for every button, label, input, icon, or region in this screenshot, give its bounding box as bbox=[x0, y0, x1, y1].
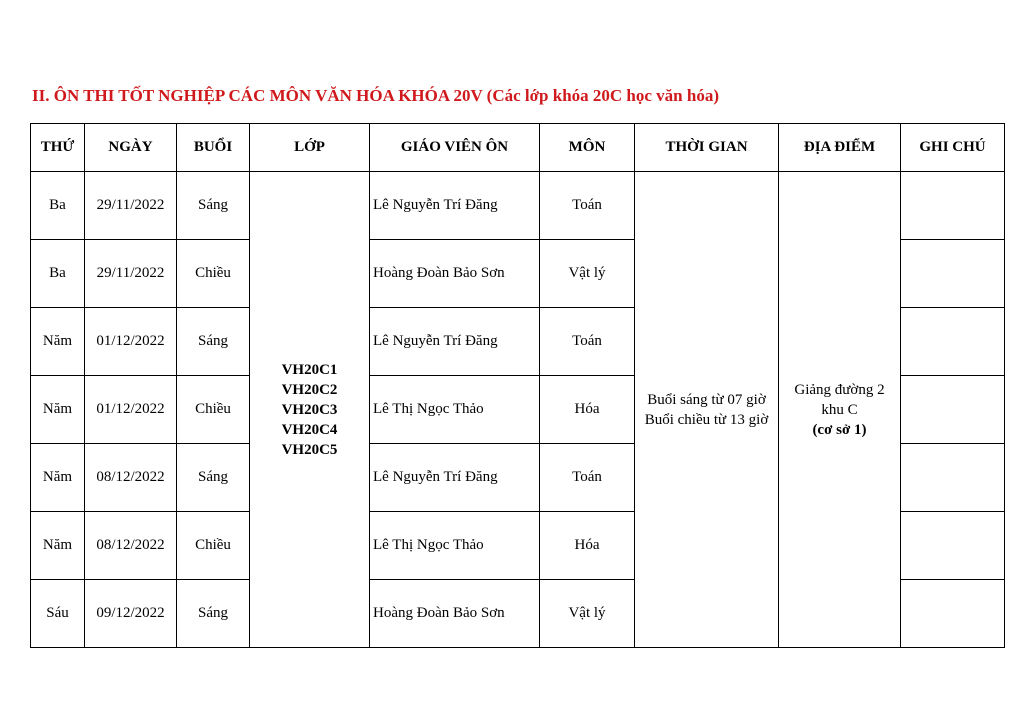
cell-thu: Ba bbox=[31, 172, 85, 240]
section-heading: II. ÔN THI TỐT NGHIỆP CÁC MÔN VĂN HÓA KHÓA 20V (Các lớp khóa 20C học văn hóa) bbox=[32, 86, 720, 105]
cell-mon: Vật lý bbox=[540, 240, 635, 308]
location-line-3: (cơ sở 1) bbox=[812, 421, 867, 438]
location-cell bbox=[779, 172, 901, 648]
cell-thu: Ba bbox=[31, 240, 85, 308]
cell-mon: Toán bbox=[540, 172, 635, 240]
cell-thu: Năm bbox=[31, 444, 85, 512]
col-header-ngay: NGÀY bbox=[85, 124, 177, 172]
class-item: VH20C3 bbox=[281, 401, 338, 418]
cell-thu: Sáu bbox=[31, 580, 85, 648]
location-line-2: khu C bbox=[821, 401, 858, 418]
cell-thu: Năm bbox=[31, 376, 85, 444]
cell-mon: Hóa bbox=[540, 512, 635, 580]
cell-ghi-chu bbox=[901, 512, 1005, 580]
class-item: VH20C1 bbox=[281, 361, 338, 378]
morning-time: Buổi sáng từ 07 giờ bbox=[647, 391, 766, 408]
cell-ngay: 01/12/2022 bbox=[85, 308, 177, 376]
cell-thu: Năm bbox=[31, 512, 85, 580]
cell-buoi: Sáng bbox=[177, 308, 250, 376]
cell-buoi: Chiều bbox=[177, 512, 250, 580]
cell-buoi: Sáng bbox=[177, 172, 250, 240]
class-item: VH20C4 bbox=[281, 421, 338, 438]
location-line-1: Giảng đường 2 bbox=[794, 381, 885, 398]
cell-ngay: 01/12/2022 bbox=[85, 376, 177, 444]
col-header-buoi: BUỔI bbox=[177, 124, 250, 172]
col-header-lop: LỚP bbox=[250, 124, 370, 172]
time-cell bbox=[635, 172, 779, 648]
afternoon-time: Buổi chiều từ 13 giờ bbox=[644, 411, 769, 428]
cell-mon: Hóa bbox=[540, 376, 635, 444]
cell-mon: Toán bbox=[540, 444, 635, 512]
cell-ngay: 08/12/2022 bbox=[85, 512, 177, 580]
header-row bbox=[31, 124, 1005, 172]
cell-buoi: Chiều bbox=[177, 376, 250, 444]
cell-buoi: Chiều bbox=[177, 240, 250, 308]
col-header-giao-vien: GIÁO VIÊN ÔN bbox=[370, 124, 540, 172]
schedule-table bbox=[30, 123, 1005, 648]
cell-buoi: Sáng bbox=[177, 444, 250, 512]
cell-mon: Vật lý bbox=[540, 580, 635, 648]
cell-ghi-chu bbox=[901, 172, 1005, 240]
cell-giao-vien: Lê Nguyễn Trí Đăng bbox=[370, 444, 540, 512]
cell-ngay: 29/11/2022 bbox=[85, 172, 177, 240]
cell-thu: Năm bbox=[31, 308, 85, 376]
cell-ghi-chu bbox=[901, 444, 1005, 512]
cell-giao-vien: Lê Thị Ngọc Thảo bbox=[370, 512, 540, 580]
cell-ghi-chu bbox=[901, 308, 1005, 376]
cell-ghi-chu bbox=[901, 376, 1005, 444]
class-item: VH20C5 bbox=[281, 441, 338, 458]
cell-ghi-chu bbox=[901, 240, 1005, 308]
cell-ghi-chu bbox=[901, 580, 1005, 648]
cell-giao-vien: Lê Nguyễn Trí Đăng bbox=[370, 172, 540, 240]
cell-ngay: 09/12/2022 bbox=[85, 580, 177, 648]
cell-giao-vien: Hoàng Đoàn Bảo Sơn bbox=[370, 580, 540, 648]
cell-mon: Toán bbox=[540, 308, 635, 376]
cell-giao-vien: Lê Nguyễn Trí Đăng bbox=[370, 308, 540, 376]
class-list-cell bbox=[250, 172, 370, 648]
class-item: VH20C2 bbox=[281, 381, 338, 398]
col-header-thoi-gian: THỜI GIAN bbox=[635, 124, 779, 172]
cell-giao-vien: Lê Thị Ngọc Thảo bbox=[370, 376, 540, 444]
col-header-mon: MÔN bbox=[540, 124, 635, 172]
col-header-ghi-chu: GHI CHÚ bbox=[901, 124, 1005, 172]
cell-buoi: Sáng bbox=[177, 580, 250, 648]
cell-giao-vien: Hoàng Đoàn Bảo Sơn bbox=[370, 240, 540, 308]
col-header-thu: THỨ bbox=[31, 124, 85, 172]
cell-ngay: 29/11/2022 bbox=[85, 240, 177, 308]
col-header-dia-diem: ĐỊA ĐIỂM bbox=[779, 124, 901, 172]
table-row bbox=[31, 172, 1005, 240]
cell-ngay: 08/12/2022 bbox=[85, 444, 177, 512]
